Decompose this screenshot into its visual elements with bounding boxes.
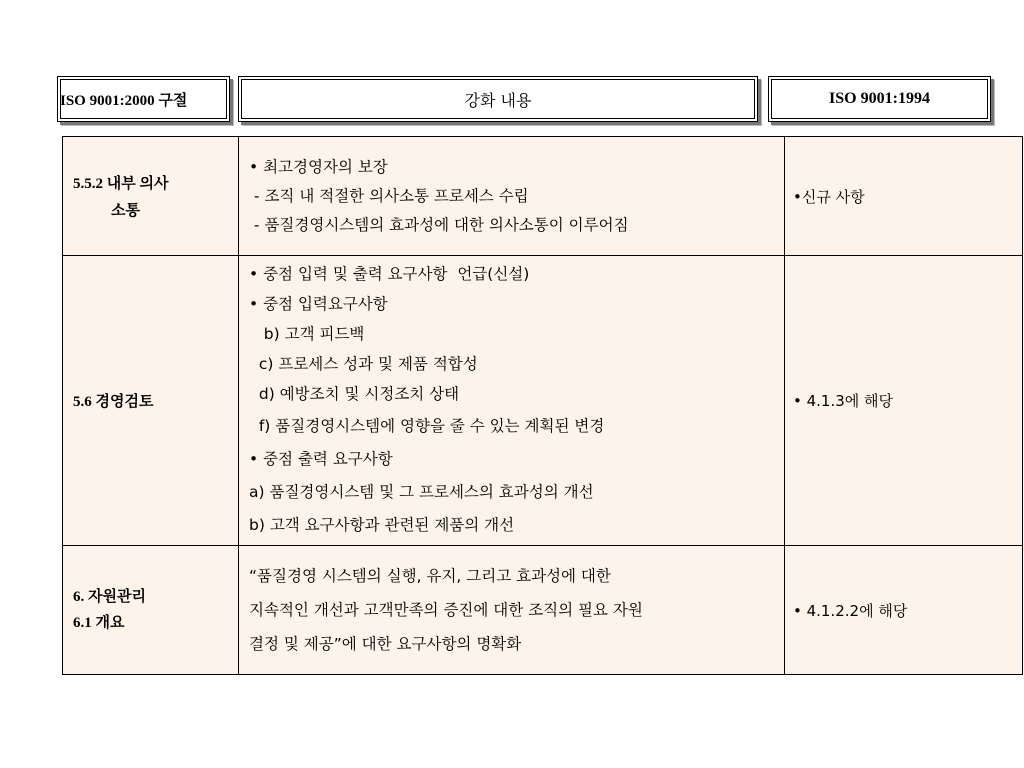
header-iso2000-label: ISO 9001:2000 구절 — [60, 92, 188, 109]
content-line: f) 품질경영시스템에 영향을 줄 수 있는 계획된 변경 — [249, 417, 605, 435]
header-enhancement-label: 강화 내용 — [464, 90, 532, 110]
clause-line: 6.1 개요 — [73, 615, 125, 631]
content-line: “품질경영 시스템의 실행, 유지, 그리고 효과성에 대한 — [249, 567, 611, 585]
iso1994-cell — [785, 546, 1023, 675]
clause-line: 5.6 경영검토 — [73, 394, 154, 410]
clause-cell — [63, 256, 239, 546]
iso1994-text: • 4.1.3에 해당 — [793, 392, 894, 410]
clause-line: 6. 자원관리 — [73, 589, 146, 605]
content-line: a) 품질경영시스템 및 그 프로세스의 효과성의 개선 — [249, 483, 594, 501]
table-row — [63, 546, 1023, 675]
content-line: 지속적인 개선과 고객만족의 증진에 대한 조직의 필요 자원 — [249, 601, 643, 619]
content-line: • 중점 출력 요구사항 — [249, 450, 393, 468]
header-iso1994 — [768, 76, 991, 122]
clause-cell — [63, 137, 239, 256]
content-line: • 중점 입력요구사항 — [249, 295, 388, 313]
clause-line: 소통 — [111, 203, 140, 219]
header-iso1994-label: ISO 9001:1994 — [829, 90, 930, 107]
clause-cell — [63, 546, 239, 675]
content-line: - 조직 내 적절한 의사소통 프로세스 수립 — [249, 186, 529, 205]
content-cell — [239, 546, 785, 675]
iso1994-text: •신규 사항 — [793, 187, 865, 206]
content-line: 결정 및 제공”에 대한 요구사항의 명확화 — [249, 635, 522, 653]
content-line: • 중점 입력 및 출력 요구사항 언급(신설) — [249, 265, 530, 283]
comparison-table — [62, 136, 1023, 675]
content-line: - 품질경영시스템의 효과성에 대한 의사소통이 이루어짐 — [249, 215, 629, 234]
content-line: b) 고객 요구사항과 관련된 제품의 개선 — [249, 516, 515, 534]
iso1994-text: • 4.1.2.2에 해당 — [793, 601, 908, 620]
iso1994-cell — [785, 256, 1023, 546]
content-cell — [239, 137, 785, 256]
content-cell — [239, 256, 785, 546]
content-line: • 최고경영자의 보장 — [249, 157, 388, 176]
content-line: d) 예방조치 및 시정조치 상태 — [249, 385, 460, 403]
clause-line: 5.5.2 내부 의사 — [73, 176, 169, 192]
content-line: b) 고객 피드백 — [249, 325, 365, 343]
content-line: c) 프로세스 성과 및 제품 적합성 — [249, 355, 478, 373]
iso1994-cell — [785, 137, 1023, 256]
header-enhancement — [238, 76, 758, 122]
table-row — [63, 137, 1023, 256]
header-iso2000-clause — [57, 76, 230, 122]
table-row — [63, 256, 1023, 546]
